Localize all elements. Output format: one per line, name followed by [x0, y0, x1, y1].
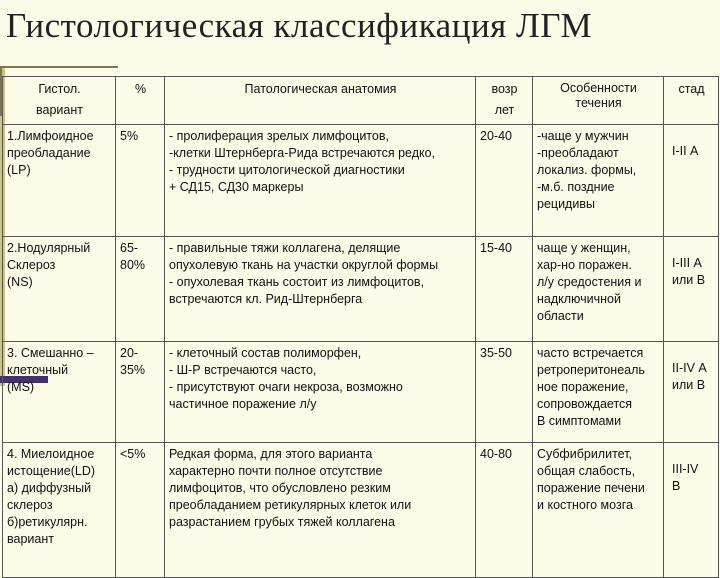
- cell-variant: 4. Миелоидное истощение(LD) а) диффузный склероз б)ретикулярн. вариант: [3, 443, 116, 578]
- header-variant: Гистол. вариант: [3, 77, 116, 125]
- cell-percent: <5%: [116, 443, 165, 578]
- cell-age: 40-80: [476, 443, 533, 578]
- table-row: [3, 237, 719, 342]
- page-title: Гистологическая классификация ЛГМ: [6, 6, 593, 45]
- classification-table: [2, 76, 719, 578]
- header-course: Особенности течения: [533, 77, 664, 125]
- cell-pathology: Редкая форма, для этого варианта характерно почти полное отсутствие лимфоцитов, что обусловлено резким преобладанием ретикулярных клеток или разрастанием грубых тяжей коллагена: [165, 443, 476, 578]
- table-header-row: [3, 77, 719, 125]
- table-row: [3, 125, 719, 237]
- cell-course: часто встречается ретроперитонеаль ное поражение, сопровождается В симптомами: [533, 342, 664, 443]
- table-row: [3, 342, 719, 443]
- cell-stage: III-IV В: [664, 443, 719, 578]
- cell-course: -чаще у мужчин -преобладают локализ. формы, -м.б. поздние рецидивы: [533, 125, 664, 237]
- cell-pathology: - правильные тяжи коллагена, делящие опухолевую ткань на участки округлой формы - опухолевая ткань состоит из лимфоцитов, встречаются кл. Рид-Штернберга: [165, 237, 476, 342]
- cell-percent: 20- 35%: [116, 342, 165, 443]
- table-row: [3, 443, 719, 578]
- cell-pathology: - клеточный состав полиморфен, - Ш-Р встречаются часто, - присутствуют очаги некроза, возможно частичное поражение л/у: [165, 342, 476, 443]
- cell-age: 20-40: [476, 125, 533, 237]
- cell-stage: I-III А или В: [664, 237, 719, 342]
- cell-age: 15-40: [476, 237, 533, 342]
- cell-pathology: - пролиферация зрелых лимфоцитов, -клетки Штернберга-Рида встречаются редко, - трудности цитологической диагностики + СД15, СД30 маркеры: [165, 125, 476, 237]
- header-age: возр лет: [476, 77, 533, 125]
- cell-variant: 1.Лимфоидное преобладание (LP): [3, 125, 116, 237]
- cell-percent: 5%: [116, 125, 165, 237]
- cell-course: чаще у женщин, хар-но поражен. л/у средостения и надключичной области: [533, 237, 664, 342]
- cell-age: 35-50: [476, 342, 533, 443]
- header-stage: стад: [664, 77, 719, 125]
- cell-variant: 3. Смешанно – клеточный (MS): [3, 342, 116, 443]
- cell-course: Субфибрилитет, общая слабость, поражение печени и костного мозга: [533, 443, 664, 578]
- header-percent: %: [116, 77, 165, 125]
- header-pathology: Патологическая анатомия: [165, 77, 476, 125]
- cell-percent: 65- 80%: [116, 237, 165, 342]
- cell-stage: I-II А: [664, 125, 719, 237]
- cell-variant: 2.Нодулярный Склероз (NS): [3, 237, 116, 342]
- accent-line-horizontal: [0, 66, 118, 68]
- cell-stage: II-IV А или В: [664, 342, 719, 443]
